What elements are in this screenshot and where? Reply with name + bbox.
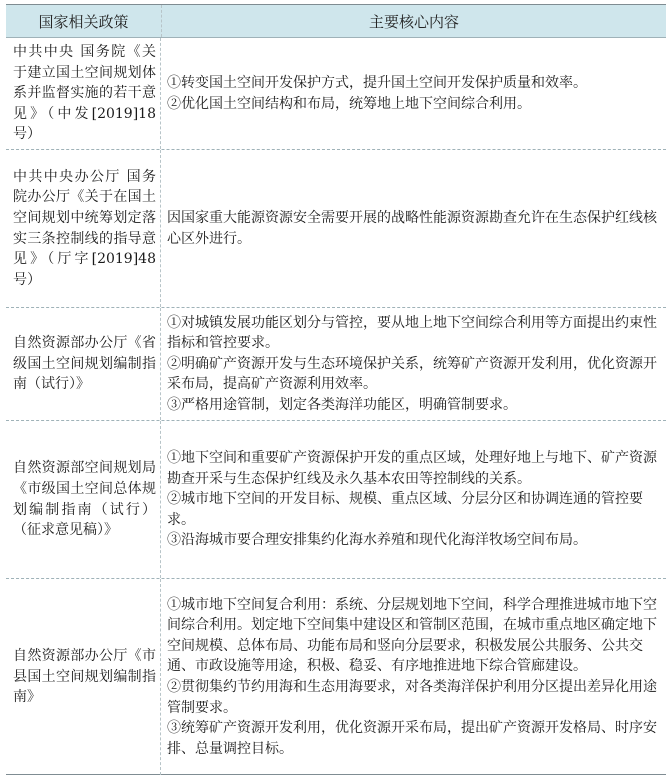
policy-cell: 中共中央 国务院《关于建立国土空间规划体系并监督实施的若干意见》（中发[2019]18号）: [6, 38, 161, 149]
content-item: ②贯彻集约节约用海和生态用海要求，对各类海洋保护利用分区提出差异化用途管制要求。: [167, 679, 657, 716]
content-item: ①转变国土空间开发保护方式，提升国土空间开发保护质量和效率。: [167, 74, 587, 91]
content-item: ①城市地下空间复合利用：系统、分层规划地下空间，科学合理推进城市地下空间综合利用。划定地下空间集中建设区和管制区范围，在城市重点地区确定地下空间规模、总体布局、功能布局和竖向分层要求，积极发展公共服务、公共交通、市政设施等用途，积极、稳妥、有序地推进地下综合管廊建设。: [167, 596, 657, 675]
table-row: [6, 38, 666, 150]
content-item: 因国家重大能源资源安全需要开展的战略性能源资源勘查允许在生态保护红线核心区外进行。: [167, 209, 657, 247]
header-policy: 国家相关政策: [6, 5, 162, 37]
policy-cell: 中共中央办公厅 国务院办公厅《关于在国土空间规划中统筹划定落实三条控制线的指导意见》（厅字[2019]48号）: [6, 150, 161, 307]
policy-table: [6, 4, 666, 775]
content-cell: [161, 150, 666, 307]
content-cell: [161, 308, 666, 420]
content-item: ②优化国土空间结构和布局，统筹地上地下空间综合利用。: [167, 95, 531, 112]
content-item: ②明确矿产资源开发与生态环境保护关系，统筹矿产资源开发利用，优化资源开采布局，提高矿产资源利用效率。: [167, 355, 657, 393]
content-item: ③沿海城市要合理安排集约化海水养殖和现代化海洋牧场空间布局。: [167, 532, 587, 549]
content-cell: [161, 38, 666, 149]
content-cell: [161, 421, 666, 578]
header-content: 主要核心内容: [368, 12, 459, 31]
content-item: ②城市地下空间的开发目标、规模、重点区域、分层分区和协调连通的管控要求。: [167, 491, 643, 528]
content-item: ③严格用途管制，划定各类海洋功能区，明确管制要求。: [167, 396, 517, 413]
content-item: ①对城镇发展功能区划分与管控，要从地上地下空间综合利用等方面提出约束性指标和管控要求。: [167, 314, 657, 352]
policy-cell: 自然资源部办公厅《市县国土空间规划编制指南》: [6, 579, 161, 775]
table-row: [6, 150, 666, 308]
policy-cell: 自然资源部空间规划局《市级国土空间总体规划编制指南（试行）（征求意见稿）》: [6, 421, 161, 578]
table-row: [6, 421, 666, 579]
table-header: [6, 5, 666, 38]
content-item: ③统筹矿产资源开发利用，优化资源开采布局，提出矿产资源开发格局、时序安排、总量调控目标。: [167, 720, 657, 757]
content-item: ①地下空间和重要矿产资源保护开发的重点区域，处理好地上与地下、矿产资源勘查开采与生态保护红线及永久基本农田等控制线的关系。: [167, 450, 657, 487]
content-cell: [161, 579, 666, 775]
table-row: [6, 579, 666, 775]
table-row: [6, 308, 666, 421]
policy-cell: 自然资源部办公厅《省级国土空间规划编制指南（试行）》: [6, 308, 161, 420]
